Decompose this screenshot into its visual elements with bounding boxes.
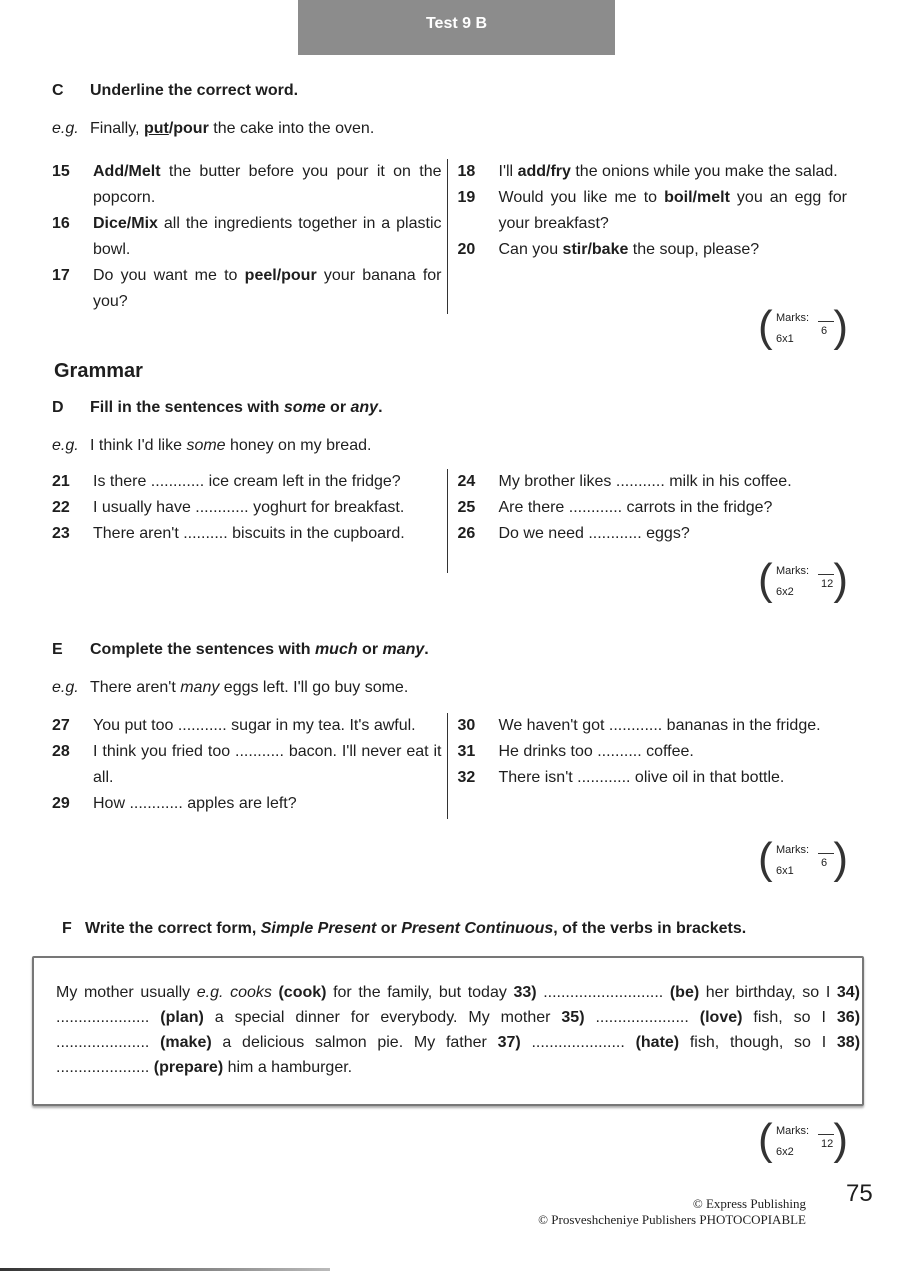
section-c-example	[52, 120, 847, 138]
example-label: e.g.	[52, 679, 79, 696]
section-letter: E	[52, 641, 63, 658]
question-text	[93, 263, 442, 315]
text-segment: Is there ............ ice cream left in the fridge?	[93, 473, 401, 490]
question-number: 17	[52, 267, 70, 284]
left-bracket: (	[758, 555, 773, 604]
question-item	[52, 211, 442, 263]
text-segment: My mother usually	[56, 984, 197, 1001]
text-segment: Can you	[498, 241, 563, 258]
copyright-express: © Express Publishing	[692, 1196, 806, 1211]
test-title-banner	[298, 0, 615, 55]
text-segment: Are there ............ carrots in the fridge?	[498, 499, 773, 516]
text-segment: a delicious salmon pie. My father	[211, 1034, 498, 1051]
question-number: 19	[457, 189, 476, 206]
text-segment: Complete the sentences with	[90, 641, 315, 658]
marks-box	[758, 1115, 848, 1167]
question-text	[499, 185, 848, 237]
example-text	[90, 437, 371, 454]
text-segment: ...........................	[536, 984, 670, 1001]
emphasis-text: (cook)	[278, 984, 327, 1001]
text-segment: .....................	[56, 1009, 161, 1026]
emphasis-text: 35)	[561, 1009, 585, 1026]
right-bracket: )	[833, 302, 848, 351]
section-instruction	[90, 82, 298, 99]
question-number: 22	[52, 499, 70, 516]
section-e-heading	[52, 641, 847, 659]
question-item	[458, 713, 848, 739]
question-text	[499, 765, 848, 791]
section-letter: D	[52, 399, 64, 416]
text-segment: Underline the correct word.	[90, 82, 299, 99]
emphasis-text: some	[186, 437, 226, 454]
text-segment: .....................	[520, 1034, 636, 1051]
emphasis-text: 36)	[836, 1009, 861, 1026]
example-label: e.g.	[52, 120, 79, 137]
example-label: e.g.	[52, 437, 79, 454]
marks-calc: 6x1	[776, 333, 794, 345]
text-segment: Write the correct form,	[85, 920, 261, 937]
question-number: 31	[457, 743, 476, 760]
text-segment: There aren't	[90, 679, 181, 696]
emphasis-text: Present Continuous	[401, 920, 554, 937]
question-text	[499, 495, 848, 521]
example-text	[90, 120, 374, 137]
score-blank	[818, 853, 834, 854]
text-segment: I think you fried too ........... bacon. I'll never eat it all.	[93, 743, 442, 786]
question-text	[93, 469, 442, 495]
emphasis-text: Simple Present	[260, 920, 377, 937]
section-d-heading	[52, 399, 847, 417]
question-text	[499, 237, 848, 263]
left-column	[52, 713, 442, 819]
question-item	[458, 237, 848, 263]
right-bracket: )	[833, 1115, 848, 1164]
text-segment: or	[357, 641, 383, 658]
left-bracket: (	[758, 834, 773, 883]
question-text	[499, 739, 848, 765]
gap-fill-paragraph	[56, 980, 860, 1080]
marks-total: 6	[821, 857, 828, 869]
grammar-heading: Grammar	[54, 360, 143, 382]
question-item	[458, 495, 848, 521]
question-item	[52, 791, 442, 817]
question-text	[93, 739, 442, 791]
emphasis-text: (plan)	[160, 1009, 204, 1026]
question-text	[499, 159, 848, 185]
marks-box	[758, 834, 848, 886]
text-segment: You put too ........... sugar in my tea. It's awful.	[93, 717, 416, 734]
right-column	[447, 713, 848, 819]
text-segment: My brother likes ........... milk in his coffee.	[498, 473, 792, 490]
section-d-items	[52, 469, 847, 573]
left-bracket: (	[758, 1115, 773, 1164]
section-letter: C	[52, 82, 64, 99]
emphasis-text: (be)	[669, 984, 700, 1001]
marks-calc: 6x2	[776, 1146, 794, 1158]
text-segment: .....................	[56, 1059, 154, 1076]
scan-edge-shadow	[0, 1268, 330, 1271]
question-item	[458, 469, 848, 495]
emphasis-text: add/fry	[517, 163, 571, 180]
section-c-heading	[52, 82, 847, 100]
text-segment: Fill in the sentences with	[90, 399, 284, 416]
question-item	[52, 263, 442, 315]
right-bracket: )	[833, 834, 848, 883]
question-number: 23	[52, 525, 70, 542]
text-segment: He drinks too .......... coffee.	[498, 743, 694, 760]
right-bracket: )	[833, 555, 848, 604]
marks-label: Marks:	[776, 312, 809, 324]
marks-total: 12	[821, 1138, 834, 1150]
question-number: 26	[457, 525, 476, 542]
marks-calc: 6x2	[776, 586, 794, 598]
question-item	[458, 159, 848, 185]
text-segment: I usually have ............ yoghurt for breakfast.	[93, 499, 405, 516]
marks-calc: 6x1	[776, 865, 794, 877]
marks-label: Marks:	[776, 844, 809, 856]
emphasis-text: some	[283, 399, 326, 416]
emphasis-text: 38)	[836, 1034, 861, 1051]
question-number: 16	[52, 215, 70, 232]
text-segment: eggs left. I'll go buy some.	[219, 679, 409, 696]
question-number: 21	[52, 473, 70, 490]
copyright-footer	[480, 1196, 806, 1228]
question-number: 32	[457, 769, 476, 786]
question-number: 18	[457, 163, 476, 180]
emphasis-text: (love)	[699, 1009, 743, 1026]
marks-label: Marks:	[776, 565, 809, 577]
text-segment: him a hamburger.	[223, 1059, 353, 1076]
emphasis-text: boil/melt	[664, 189, 730, 206]
section-e-items	[52, 713, 847, 819]
text-segment: .	[424, 641, 429, 658]
emphasis-text: many	[180, 679, 220, 696]
section-instruction	[90, 641, 429, 658]
emphasis-text: many	[382, 641, 425, 658]
section-letter: F	[62, 920, 72, 937]
section-f-heading	[62, 920, 862, 938]
emphasis-text: e.g. cooks	[196, 984, 272, 1001]
section-instruction	[90, 399, 383, 416]
emphasis-text: any	[350, 399, 379, 416]
text-segment: Would you like me to	[498, 189, 665, 206]
left-column	[52, 469, 442, 573]
score-blank	[818, 574, 834, 575]
left-bracket: (	[758, 302, 773, 351]
underlined-answer: put	[143, 120, 169, 137]
section-e-example	[52, 679, 847, 697]
text-segment: or	[376, 920, 402, 937]
emphasis-text: (prepare)	[153, 1059, 224, 1076]
question-item	[52, 713, 442, 739]
emphasis-text: peel/pour	[244, 267, 317, 284]
question-text	[93, 713, 442, 739]
emphasis-text: much	[314, 641, 358, 658]
question-item	[458, 765, 848, 791]
copyright-prosveshcheniye: © Prosveshcheniye Publishers PHOTOCOPIABLE	[538, 1212, 806, 1227]
question-text	[499, 469, 848, 495]
text-segment: Do you want me to	[93, 267, 245, 284]
text-segment: your banana for you?	[93, 267, 442, 310]
text-segment: the butter before you pour it on the popcorn.	[93, 163, 442, 206]
question-item	[52, 739, 442, 791]
text-segment: , of the verbs in brackets.	[553, 920, 747, 937]
question-text	[93, 495, 442, 521]
text-segment: fish, so I	[742, 1009, 837, 1026]
text-segment: a special dinner for everybody. My mother	[203, 1009, 562, 1026]
question-number: 20	[457, 241, 476, 258]
question-number: 29	[52, 795, 70, 812]
question-text	[93, 159, 442, 211]
text-segment: the onions while you make the salad.	[570, 163, 838, 180]
text-segment: or	[325, 399, 351, 416]
section-c-items	[52, 159, 847, 315]
text-segment: I'll	[498, 163, 518, 180]
section-d-example	[52, 437, 847, 455]
question-number: 28	[52, 743, 70, 760]
score-blank	[818, 321, 834, 322]
emphasis-text: stir/bake	[562, 241, 629, 258]
emphasis-text: /pour	[168, 120, 209, 137]
text-segment: .	[378, 399, 383, 416]
page-number: 75	[846, 1180, 873, 1207]
emphasis-text: Dice/Mix	[93, 215, 158, 232]
text-segment: How ............ apples are left?	[93, 795, 297, 812]
marks-box	[758, 555, 848, 607]
score-blank	[818, 1134, 834, 1135]
text-segment: the soup, please?	[628, 241, 760, 258]
text-segment: all the ingredients together in a plastic bowl.	[93, 215, 442, 258]
question-number: 15	[52, 163, 70, 180]
left-column	[52, 159, 442, 315]
emphasis-text: 37)	[497, 1034, 521, 1051]
emphasis-text: Add/Melt	[93, 163, 161, 180]
example-text	[90, 679, 408, 696]
text-segment: We haven't got ............ bananas in the fridge.	[498, 717, 821, 734]
question-item	[458, 739, 848, 765]
question-number: 24	[457, 473, 476, 490]
text-segment: you an egg for your breakfast?	[498, 189, 847, 232]
question-number: 30	[457, 717, 476, 734]
text-segment: I think I'd like	[90, 437, 187, 454]
question-text	[93, 521, 442, 547]
text-segment: .....................	[56, 1034, 161, 1051]
question-item	[458, 185, 848, 237]
text-segment: Finally,	[90, 120, 144, 137]
text-segment: Do we need ............ eggs?	[498, 525, 690, 542]
emphasis-text: (hate)	[635, 1034, 680, 1051]
question-item	[52, 159, 442, 211]
emphasis-text: 33)	[513, 984, 537, 1001]
question-text	[93, 791, 442, 817]
question-number: 27	[52, 717, 70, 734]
question-item	[52, 521, 442, 547]
text-segment: her birthday, so I	[699, 984, 837, 1001]
question-item	[458, 521, 848, 547]
text-segment: There isn't ............ olive oil in that bottle.	[498, 769, 785, 786]
section-instruction	[85, 920, 746, 937]
test-title: Test 9 B	[425, 15, 488, 32]
marks-box	[758, 302, 848, 354]
text-segment: honey on my bread.	[225, 437, 372, 454]
text-box	[32, 956, 864, 1106]
text-segment: the cake into the oven.	[208, 120, 375, 137]
text-segment: There aren't .......... biscuits in the cupboard.	[93, 525, 405, 542]
question-number: 25	[457, 499, 476, 516]
text-segment: fish, though, so I	[679, 1034, 837, 1051]
right-column	[447, 159, 848, 314]
question-text	[93, 211, 442, 263]
question-item	[52, 495, 442, 521]
marks-total: 6	[821, 325, 828, 337]
emphasis-text: 34)	[836, 984, 860, 1001]
question-text	[499, 521, 848, 547]
text-segment: .....................	[584, 1009, 700, 1026]
text-segment: for the family, but today	[326, 984, 514, 1001]
question-text	[499, 713, 848, 739]
question-item	[52, 469, 442, 495]
emphasis-text: (make)	[160, 1034, 212, 1051]
marks-total: 12	[821, 578, 834, 590]
marks-label: Marks:	[776, 1125, 809, 1137]
